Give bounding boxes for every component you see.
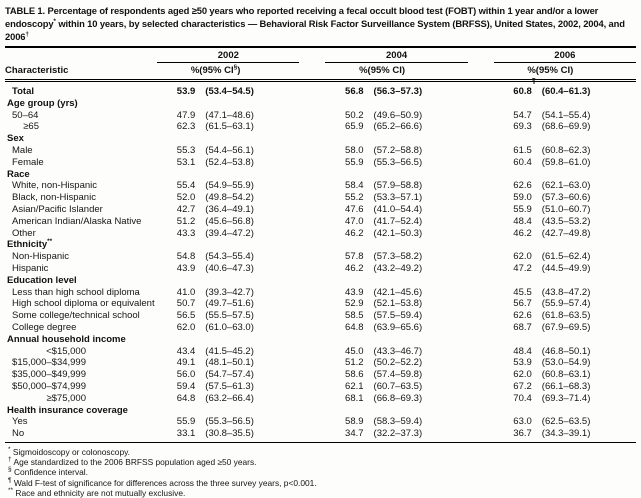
ci-header-2006 xyxy=(536,63,636,81)
ci-value: (42.7–49.8) xyxy=(541,227,591,239)
ci-value: (32.2–37.3) xyxy=(368,428,468,442)
ci-value: (68.6–69.9) xyxy=(541,121,591,133)
percent-value: 55.3 xyxy=(176,144,196,156)
column-gap xyxy=(299,263,325,275)
percent-value: 60.4 xyxy=(513,156,532,168)
ci-value: (61.8–63.5) xyxy=(541,310,591,322)
percent-value: 61.5 xyxy=(513,144,532,156)
percent-value: 58.5 xyxy=(345,310,364,322)
column-gap xyxy=(468,192,494,204)
percent-value: 57.8 xyxy=(345,251,364,263)
ci-value: (60.8–63.1) xyxy=(541,369,591,381)
ci-value: (55.9–57.4) xyxy=(541,298,591,310)
percent-value: 53.1 xyxy=(176,156,196,168)
row-label: Black, non-Hispanic xyxy=(12,192,96,204)
table-row xyxy=(5,216,636,228)
footnote-ref-asterisk: * xyxy=(53,17,56,25)
table-row xyxy=(5,145,636,157)
column-gap xyxy=(299,287,325,299)
column-gap xyxy=(468,310,494,322)
percent-value: 55.2 xyxy=(345,192,364,204)
percent-value: 56.7 xyxy=(513,298,532,310)
percent-value: 45.0 xyxy=(345,345,364,357)
percent-value: 46.2 xyxy=(513,227,532,239)
column-gap xyxy=(299,204,325,216)
column-gap xyxy=(299,416,325,428)
percent-value: 52.9 xyxy=(345,298,364,310)
ci-value: (51.0–60.7) xyxy=(541,203,591,215)
percent-value: 58.4 xyxy=(345,180,364,192)
ci-value: (43.3–46.7) xyxy=(373,345,423,357)
ci-value: (57.9–58.8) xyxy=(373,180,423,192)
row-label: 50–64 xyxy=(12,109,39,121)
table-row xyxy=(5,381,636,393)
row-label: High school diploma or equivalent xyxy=(12,298,155,310)
row-label: Sex xyxy=(7,133,24,145)
ci-value: (30.8–35.5) xyxy=(199,428,299,442)
percent-value: 54.7 xyxy=(513,109,532,121)
row-label: ≥$75,000 xyxy=(46,392,86,404)
column-gap xyxy=(299,121,325,133)
column-gap xyxy=(468,204,494,216)
ci-value: (52.4–53.8) xyxy=(205,156,254,168)
percent-value: 55.4 xyxy=(176,180,196,192)
row-label: Annual household income xyxy=(7,333,126,345)
ci-value: (42.1–45.6) xyxy=(373,286,423,298)
ci-value: (57.4–59.8) xyxy=(373,369,423,381)
percent-value: 59.0 xyxy=(513,192,532,204)
ci-header-text: (95% CI xyxy=(535,65,571,76)
percent-value: 58.9 xyxy=(345,416,364,428)
year-header-2002: 2002 xyxy=(157,47,299,63)
percent-value: 50.7 xyxy=(176,298,196,310)
percent-value: 55.9 xyxy=(345,156,364,168)
column-gap xyxy=(299,428,325,442)
column-gap xyxy=(468,357,494,369)
column-gap xyxy=(299,81,325,98)
table-row xyxy=(5,81,636,98)
percent-value: 64.8 xyxy=(345,321,364,333)
percent-value: 62.0 xyxy=(513,251,532,263)
ci-value: (61.5–62.4) xyxy=(541,251,591,263)
ci-value: (57.2–58.8) xyxy=(373,144,423,156)
row-label: No xyxy=(5,428,157,442)
section-header-row xyxy=(5,133,636,145)
ci-value: (43.2–49.2) xyxy=(373,262,423,274)
table-body xyxy=(5,78,636,443)
ci-value: (42.1–50.3) xyxy=(373,227,423,239)
percent-value: 45.5 xyxy=(513,286,532,298)
ci-value: (41.5–45.2) xyxy=(205,345,254,357)
section-filler xyxy=(157,334,636,346)
percent-value: 47.9 xyxy=(176,109,196,121)
ci-value: (55.3–56.5) xyxy=(373,156,423,168)
ci-value: (54.4–56.1) xyxy=(205,144,254,156)
percent-value: 43.9 xyxy=(345,286,364,298)
percent-value: 54.8 xyxy=(176,251,196,263)
percent-value: 43.3 xyxy=(176,227,196,239)
characteristic-header: Characteristic xyxy=(5,63,157,81)
row-label: Some college/technical school xyxy=(12,310,140,322)
ci-value: (61.5–63.1) xyxy=(205,121,254,133)
percent-value: 67.2 xyxy=(513,380,532,392)
percent-value: 62.0 xyxy=(513,369,532,381)
ci-value: (66.1–68.3) xyxy=(541,380,591,392)
row-label: Health insurance coverage xyxy=(7,404,128,416)
percent-value: 46.2 xyxy=(345,262,364,274)
footnote-marker: * xyxy=(8,446,11,454)
table-title-text-1: TABLE 1. Percentage of respondents aged ≥50 years who reported receiving a fecal occult blood test (FOBT) within 1 year and/or a lower endoscopy xyxy=(5,5,599,29)
footnote: ** Race and ethnicity are not mutually exclusive. xyxy=(8,486,186,498)
ci-value: (60.8–62.3) xyxy=(541,144,591,156)
ci-header-2004 xyxy=(368,63,468,81)
row-label: $50,000–$74,999 xyxy=(12,380,86,392)
percent-value: 47.6 xyxy=(345,203,364,215)
footnote-marker: § xyxy=(8,466,12,474)
percent-value: 51.2 xyxy=(176,215,196,227)
footnote-marker: ** xyxy=(8,486,14,494)
table-row xyxy=(5,416,636,428)
column-gap xyxy=(468,63,494,81)
column-gap xyxy=(299,180,325,192)
column-gap xyxy=(299,393,325,405)
table-row xyxy=(5,357,636,369)
section-filler xyxy=(157,405,636,417)
column-gap xyxy=(468,47,494,63)
section-header-row xyxy=(5,275,636,287)
column-gap xyxy=(468,81,494,98)
ci-value: (59.8–61.0) xyxy=(541,156,591,168)
ci-value: (34.3–39.1) xyxy=(536,428,636,442)
ci-value: (53.4–54.5) xyxy=(205,86,254,97)
section-filler xyxy=(157,169,636,181)
percent-value: 68.1 xyxy=(345,392,364,404)
ci-value: (45.6–56.8) xyxy=(205,215,254,227)
ci-value: (53.0–54.9) xyxy=(541,357,591,369)
ci-value: (65.2–66.6) xyxy=(373,121,423,133)
ci-value: (54.9–55.9) xyxy=(205,180,254,192)
percent-value: 43.9 xyxy=(176,262,196,274)
percent-value: 56.8 xyxy=(345,86,364,97)
percent-value: 65.9 xyxy=(345,121,364,133)
percent-value: 64.8 xyxy=(176,392,196,404)
footnote-marker: † xyxy=(8,456,12,464)
section-header-row xyxy=(5,169,636,181)
ci-value: (57.5–59.4) xyxy=(373,310,423,322)
ci-value: (55.5–57.5) xyxy=(205,310,254,322)
percent-value: 46.2 xyxy=(345,227,364,239)
table-title xyxy=(5,4,636,43)
ci-value: (52.1–53.8) xyxy=(373,298,423,310)
row-label: $35,000–$49,999 xyxy=(12,369,86,381)
footnote-ref-dagger: † xyxy=(25,30,29,38)
row-label: Age group (yrs) xyxy=(7,97,78,109)
ci-value: (43.5–53.2) xyxy=(541,215,591,227)
table-row xyxy=(5,180,636,192)
column-gap xyxy=(468,298,494,310)
percent-value: 62.6 xyxy=(513,310,532,322)
table-row xyxy=(5,263,636,275)
percent-value: 69.3 xyxy=(513,121,532,133)
percent-value: 48.4 xyxy=(513,215,532,227)
percent-value: 59.4 xyxy=(176,380,196,392)
row-label: Yes xyxy=(12,416,28,428)
footnotes xyxy=(5,443,636,498)
ci-value: (49.7–51.6) xyxy=(205,298,254,310)
column-gap xyxy=(468,263,494,275)
percent-value: 48.4 xyxy=(513,345,532,357)
ci-value: (57.5–61.3) xyxy=(205,380,254,392)
footnote-marker: ¶ xyxy=(8,476,12,484)
ci-header-text-end: ) xyxy=(237,65,241,76)
column-header-row xyxy=(5,63,636,81)
column-gap xyxy=(468,121,494,133)
percent-value: 42.7 xyxy=(176,203,196,215)
section-header-row xyxy=(5,239,636,251)
percent-value: 62.6 xyxy=(513,180,532,192)
row-label: $15,000–$34,999 xyxy=(12,357,86,369)
table-header xyxy=(5,47,636,81)
percent-value: 55.9 xyxy=(176,416,196,428)
column-gap xyxy=(468,228,494,240)
ci-value: (57.3–60.6) xyxy=(541,192,591,204)
percent-value: 50.2 xyxy=(345,109,364,121)
column-gap xyxy=(468,251,494,263)
section-filler xyxy=(157,98,636,110)
row-label: Race xyxy=(7,168,30,180)
ci-value: (67.9–69.5) xyxy=(541,321,591,333)
column-gap xyxy=(468,180,494,192)
column-gap xyxy=(299,251,325,263)
table-row xyxy=(5,287,636,299)
ci-value: (54.3–55.4) xyxy=(205,251,254,263)
column-gap xyxy=(468,428,494,442)
ci-value: (62.1–63.0) xyxy=(541,180,591,192)
column-gap xyxy=(299,63,325,81)
table-row xyxy=(5,121,636,133)
ci-value: (53.3–57.1) xyxy=(373,192,423,204)
percent-value: 60.8 ¶ xyxy=(513,78,536,97)
ci-value: (66.8–69.3) xyxy=(373,392,423,404)
table-row xyxy=(5,310,636,322)
column-gap xyxy=(299,298,325,310)
row-label: Hispanic xyxy=(12,262,49,274)
column-gap xyxy=(468,216,494,228)
column-gap xyxy=(299,346,325,358)
percent-value: 55.9 xyxy=(513,203,532,215)
column-gap xyxy=(468,157,494,169)
ci-value: (36.4–49.1) xyxy=(205,203,254,215)
ci-header-text-end: ) xyxy=(401,65,406,76)
row-label: Asian/Pacific Islander xyxy=(12,203,103,215)
year-header-row xyxy=(5,47,636,63)
column-gap xyxy=(299,357,325,369)
footnote: * Sigmoidoscopy or colonoscopy. xyxy=(8,446,131,457)
row-label: Total xyxy=(12,86,34,97)
percent-value: 49.1 xyxy=(176,357,196,369)
column-gap xyxy=(299,216,325,228)
percent-header-2006: % xyxy=(494,63,536,81)
table-row xyxy=(5,346,636,358)
ci-value: (61.0–63.0) xyxy=(205,321,254,333)
ci-value: (48.1–50.1) xyxy=(205,357,254,369)
ci-value: (43.8–47.2) xyxy=(541,286,591,298)
table-row xyxy=(5,192,636,204)
table-row xyxy=(5,157,636,169)
footnote: ¶ Wald F-test of significance for differences across the three survey years, p<0.001. xyxy=(8,476,317,488)
percent-value: 70.4 xyxy=(513,392,532,404)
ci-value: (69.3–71.4) xyxy=(541,392,591,404)
column-gap xyxy=(299,145,325,157)
row-label: Non-Hispanic xyxy=(12,251,70,263)
ci-value: (47.1–48.6) xyxy=(205,109,254,121)
ci-value: (39.4–47.2) xyxy=(205,227,254,239)
section-header-row xyxy=(5,405,636,417)
column-gap xyxy=(468,322,494,334)
percent-value: 58.6 xyxy=(345,369,364,381)
column-gap xyxy=(299,157,325,169)
footnote: † Age standardized to the 2006 BRFSS population aged ≥50 years. xyxy=(8,456,257,468)
row-label: Less than high school diploma xyxy=(12,286,140,298)
column-gap xyxy=(299,47,325,63)
percent-value: 47.2 xyxy=(513,262,532,274)
column-gap xyxy=(299,310,325,322)
year-header-2004: 2004 xyxy=(325,47,467,63)
column-gap xyxy=(299,228,325,240)
section-filler xyxy=(157,239,636,251)
column-gap xyxy=(299,110,325,122)
column-gap xyxy=(299,381,325,393)
row-label: Female xyxy=(12,156,44,168)
column-gap xyxy=(468,287,494,299)
ci-header-text: (95% CI xyxy=(199,65,234,76)
table-row xyxy=(5,228,636,240)
percent-value: 34.7 xyxy=(325,428,367,442)
row-label: Other xyxy=(12,227,36,239)
ci-value: (54.7–57.4) xyxy=(205,369,254,381)
section-header-row xyxy=(5,98,636,110)
row-label: College degree xyxy=(12,321,77,333)
table-row xyxy=(5,393,636,405)
row-label: American Indian/Alaska Native xyxy=(12,215,142,227)
ci-value: (62.5–63.5) xyxy=(541,416,591,428)
percent-value: 51.2 xyxy=(345,357,364,369)
percent-value: 36.7 xyxy=(494,428,536,442)
footnote-ref-section: § xyxy=(233,63,238,71)
column-gap xyxy=(299,322,325,334)
column-gap xyxy=(468,416,494,428)
column-gap xyxy=(468,346,494,358)
percent-value: 56.0 xyxy=(176,369,196,381)
section-header-row xyxy=(5,334,636,346)
section-filler xyxy=(157,133,636,145)
column-gap xyxy=(299,369,325,381)
row-label: Ethnicity** xyxy=(7,238,53,251)
column-gap xyxy=(299,192,325,204)
table-row xyxy=(5,428,636,442)
row-label: ≥65 xyxy=(23,121,39,133)
ci-value: (41.0–54.4) xyxy=(373,203,423,215)
percent-value: 62.1 xyxy=(345,380,364,392)
table-row xyxy=(5,322,636,334)
ci-value: (60.4–61.3) xyxy=(541,86,591,97)
table-row xyxy=(5,110,636,122)
ci-value: (54.1–55.4) xyxy=(541,109,591,121)
table-row xyxy=(5,369,636,381)
percent-value: 53.9 xyxy=(513,357,532,369)
column-gap xyxy=(468,110,494,122)
row-label: White, non-Hispanic xyxy=(12,180,98,192)
ci-value: (63.2–66.4) xyxy=(205,392,254,404)
ci-value: (41.7–52.4) xyxy=(373,215,423,227)
percent-header-2004: % xyxy=(325,63,367,81)
ci-value: (58.3–59.4) xyxy=(373,416,423,428)
percent-value: 47.0 xyxy=(345,215,364,227)
percent-value: 63.0 xyxy=(513,416,532,428)
column-gap xyxy=(468,393,494,405)
ci-header-2002 xyxy=(199,63,299,81)
section-filler xyxy=(157,275,636,287)
ci-header-text: (95% CI xyxy=(367,65,402,76)
year-header-spacer xyxy=(5,47,157,63)
table-row xyxy=(5,204,636,216)
data-table xyxy=(5,46,636,443)
percent-value: 58.0 xyxy=(345,144,364,156)
row-label: Male xyxy=(12,144,33,156)
ci-value: (56.3–57.3) xyxy=(373,86,423,97)
footnote: § Confidence interval. xyxy=(8,466,88,478)
ci-value: (60.7–63.5) xyxy=(373,380,423,392)
percent-header-2002: % xyxy=(157,63,199,81)
percent-value: 53.9 xyxy=(176,86,196,97)
ci-value: (39.3–42.7) xyxy=(205,286,254,298)
percent-value: 33.1 xyxy=(157,428,199,442)
percent-value: 62.0 xyxy=(176,321,196,333)
row-label: <$15,000 xyxy=(46,345,86,357)
ci-value: (57.3–58.2) xyxy=(373,251,423,263)
ci-value: (50.2–52.2) xyxy=(373,357,423,369)
table-title-text-2: within 10 years, by selected characteristics — Behavioral Risk Factor Surveillance System (BRFSS), United States, 2002, 2004, and 2006 xyxy=(5,18,625,42)
ci-value: (46.8–50.1) xyxy=(541,345,591,357)
percent-value: 68.7 xyxy=(513,321,532,333)
percent-value: 43.4 xyxy=(176,345,196,357)
column-gap xyxy=(468,369,494,381)
percent-value: 56.5 xyxy=(176,310,196,322)
ci-value: (49.6–50.9) xyxy=(373,109,423,121)
percent-value: 41.0 xyxy=(176,286,196,298)
ci-value: (44.5–49.9) xyxy=(541,262,591,274)
year-header-2006: 2006 xyxy=(494,47,636,63)
column-gap xyxy=(468,381,494,393)
percent-value: 62.3 xyxy=(176,121,196,133)
row-label: Education level xyxy=(7,274,77,286)
ci-header-text-end: ) xyxy=(570,65,574,76)
ci-value: (40.6–47.3) xyxy=(205,262,254,274)
column-gap xyxy=(468,145,494,157)
ci-value: (49.8–54.2) xyxy=(205,192,254,204)
ci-value: (63.9–65.6) xyxy=(373,321,423,333)
table-row xyxy=(5,298,636,310)
percent-value: 52.0 xyxy=(176,192,196,204)
table-row xyxy=(5,251,636,263)
ci-value: (55.3–56.5) xyxy=(205,416,254,428)
